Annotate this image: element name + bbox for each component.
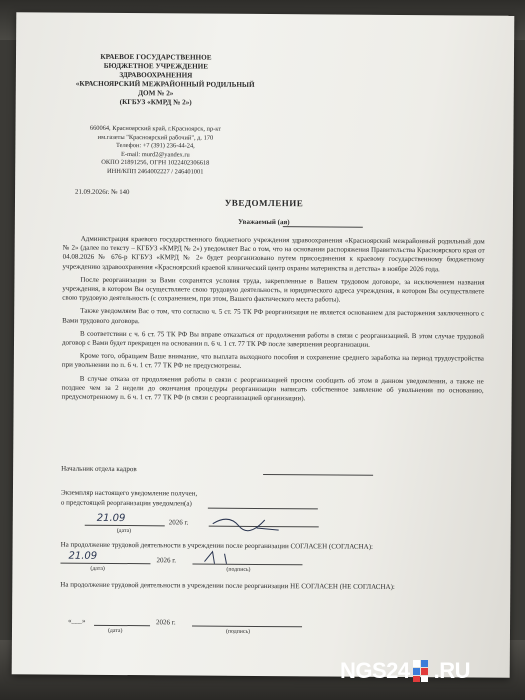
hr-signature-line [263, 474, 373, 476]
paragraph: Администрация краевого государственного бюджетного учреждения здравоохранения «Красноярский межрайонный родильный дом № 2» (далее по тексту – КГБУЗ «КМРД № 2») уведомляет Вас о том, что на основании распоряжения Правительства Красноярского края от 04.08.2026 № 676-р КГБУЗ «КМРД № 2» будет реорганизовано путем присоединения к краевому государственному бюджетному учреждению здравоохранения «Красноярский краевой клинический центр охраны материнства и детства» в ноябре 2026 года. [62, 234, 485, 273]
agree-paragraph: На продолжение трудовой деятельности в учреждении после реорганизации СОГЛАСЕН (СОГЛАСНА): [60, 540, 374, 551]
year-3: 2026 г. [156, 618, 176, 627]
contact-line: 660064, Красноярский край, г.Красноярск, пр-кт [89, 124, 222, 133]
agree-text [61, 541, 483, 557]
year-1: 2026 г. [168, 518, 189, 527]
watermark-brand: NGS24 [340, 658, 410, 683]
signature-scribble-2 [198, 546, 258, 568]
year-2: 2026 г. [156, 556, 177, 565]
document-title: УВЕДОМЛЕНИЕ [224, 197, 304, 209]
paragraph: Кроме того, обращаем Ваше внимание, что выплата выходного пособия и сохранение среднего заработка на период трудоустройства при увольнении по п. 6 ч. 1 ст. 77 ТК РФ не предусмотрены. [61, 351, 484, 371]
signature-scribble-1 [209, 510, 289, 539]
org-line: ДОМ № 2» [138, 89, 174, 98]
blank-day: «___» [68, 616, 86, 625]
handwritten-date-1: 21.09 [96, 512, 126, 525]
flag-icon [413, 660, 431, 682]
organization-header [75, 52, 255, 108]
signature-line-3 [192, 626, 302, 628]
paragraph: В соответствии с ч. 6 ст. 75 ТК РФ Вы вправе отказаться от продолжения работы в связи с реорганизацией. В этом случае трудовой договор с Вами будет прекращен на основании п. 6 ч. 1 ст. 77 ТК РФ после завершения реорганизации. [61, 329, 485, 349]
caption-date-2: (дата) [90, 565, 105, 572]
contact-line: ИНН/КПП 2464002227 / 246401001 [106, 167, 204, 176]
org-line: (КГБУЗ «КМРД № 2») [119, 97, 192, 107]
organization-contacts [75, 125, 235, 177]
date-line-2 [60, 563, 150, 565]
org-line: КРАЕВОЕ ГОСУДАРСТВЕННОЕ [100, 52, 212, 62]
watermark-suffix: .RU [433, 658, 471, 683]
caption-date-1: (дата) [116, 527, 132, 535]
paragraph: Также уведомляем Вас о том, что согласно ч. 5 ст. 75 ТК РФ реорганизация не является основанием для расторжения заключенного с Вами трудового договора. [62, 307, 485, 325]
copy-received-line-1: Экземпляр настоящего уведомление получен, [60, 488, 198, 498]
handwritten-date-2: 21.09 [68, 550, 98, 562]
document-page [12, 12, 515, 677]
paragraph: После реорганизации за Вами сохранятся условия труда, закрепленные в Вашем трудовом договоре, за исключением названия учреждения, в котором Вы осуществляете свою трудовую деятельность, и юридического адреса учреждения, в котором Вы осуществляете свою трудовую деятельность (с сохранением, при этом, Вашего фактического места работы). [62, 275, 485, 304]
recipient-line [283, 226, 363, 228]
disagree-text [60, 581, 482, 597]
disagree-paragraph: На продолжение трудовой деятельности в учреждении после реорганизации НЕ СОГЛАСЕН (НЕ СОГЛАСНА): [60, 580, 395, 591]
paragraph: В случае отказа от продолжения работы в связи с реорганизацией просим сообщить об этом в данном уведомлении, а также не позднее чем за 2 недели до окончания процедуры реорганизации написать собственное заявление об увольнении по основанию, предусмотренному п. 6 ч. 1 ст. 77 ТК РФ (в связи с реорганизацией организации). [61, 374, 484, 403]
caption-signature-2: (подпись) [226, 566, 251, 573]
date-line-3 [94, 625, 150, 626]
caption-date-3: (дата) [107, 627, 123, 635]
ngs24-watermark [340, 658, 470, 684]
contact-line: E-mail: murd2@yandex.ru [120, 150, 190, 158]
head-of-hr: Начальник отдела кадров [61, 464, 137, 474]
notice-body [62, 235, 485, 409]
caption-signature-3: (подпись) [225, 628, 251, 635]
contact-line: Телефон: +7 (391) 236-44-24, [115, 141, 195, 150]
copy-received-line-2: о предстоящей реорганизации уведомлен(а) [60, 498, 192, 508]
contact-line: им.газеты "Красноярский рабочий", д. 170 [97, 133, 214, 142]
date-number: 21.09.2026г. № 140 [75, 188, 130, 197]
contact-line: ОКПО 21891256, ОГРН 1022402306618 [101, 158, 210, 167]
org-line: БЮДЖЕТНОЕ УЧРЕЖДЕНИЕ [103, 61, 209, 71]
date-line-1 [85, 525, 165, 527]
org-line: «КРАСНОЯРСКИЙ МЕЖРАЙОННЫЙ РОДИЛЬНЫЙ [75, 79, 255, 89]
org-line: ЗДРАВООХРАНЕНИЯ [119, 70, 193, 80]
greeting: Уважаемый (ая) [238, 217, 290, 227]
